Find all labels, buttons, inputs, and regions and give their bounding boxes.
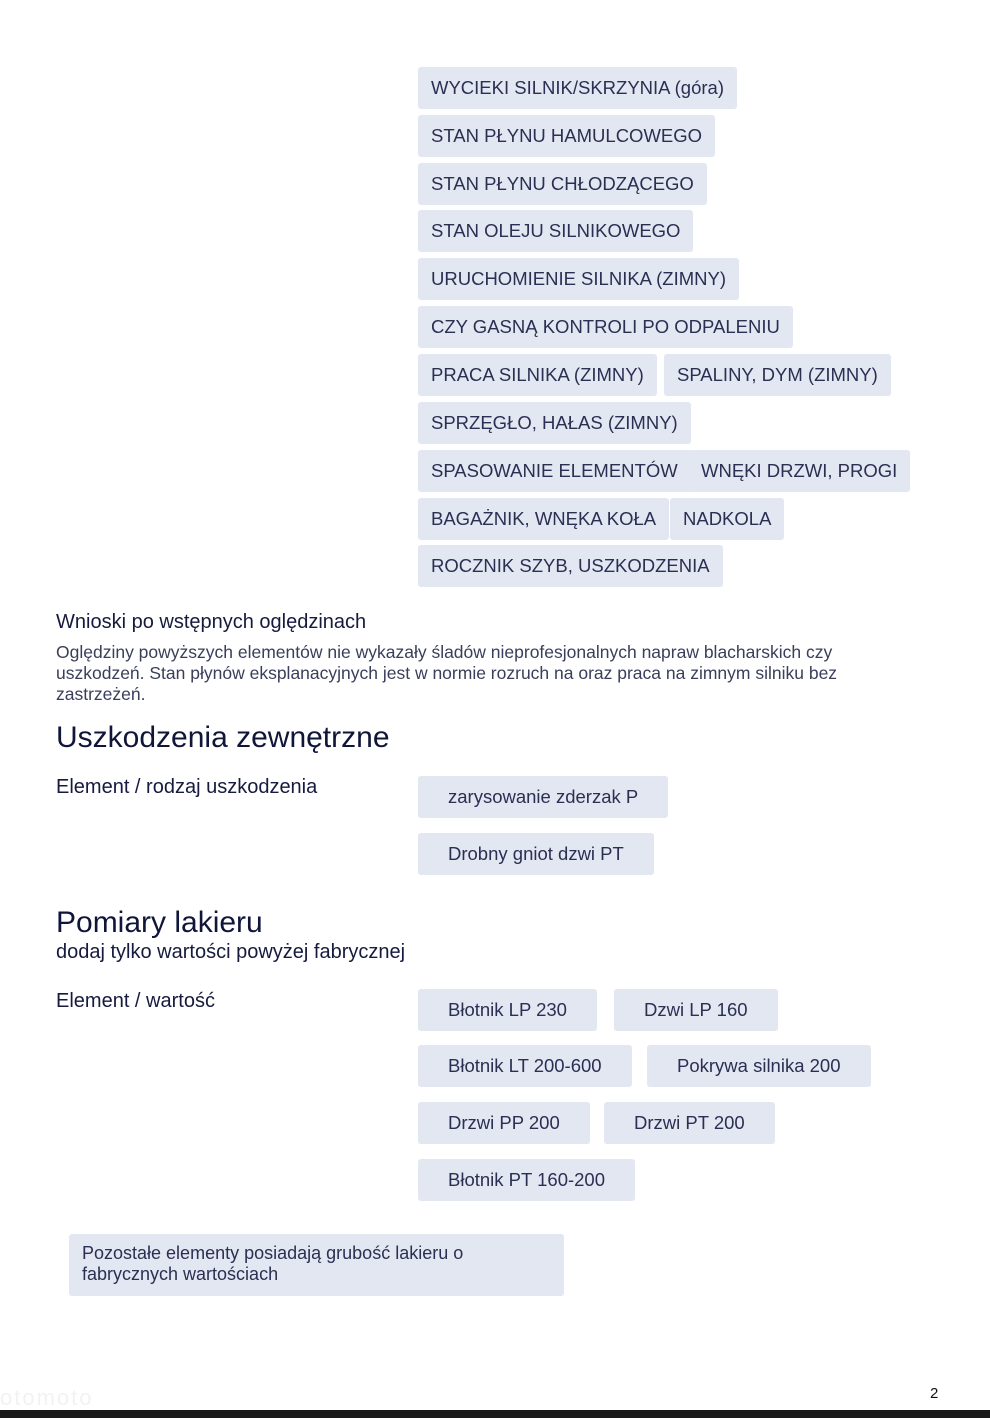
damage-item: Drobny gniot dzwi PT [418, 833, 654, 875]
checklist-item: WNĘKI DRZWI, PROGI [688, 450, 910, 492]
checklist-item: CZY GASNĄ KONTROLI PO ODPALENIU [418, 306, 793, 348]
damage-label: Element / rodzaj uszkodzenia [56, 776, 318, 798]
paint-item: Drzwi PT 200 [604, 1102, 775, 1144]
checklist-item: STAN OLEJU SILNIKOWEGO [418, 210, 693, 252]
damage-section-title: Uszkodzenia zewnętrzne [56, 721, 390, 754]
conclusions-text: Oględziny powyższych elementów nie wykazały śladów nieprofesjonalnych napraw blacharskich czy uszkodzeń. Stan płynów eksplanacyjnych jest w normie rozruch na oraz praca na zimnym silniku bez zastrzeżeń. [56, 642, 838, 704]
conclusions-title: Wnioski po wstępnych oględzinach [56, 611, 367, 633]
checklist-item: STAN PŁYNU CHŁODZĄCEGO [418, 163, 707, 205]
paint-item: Dzwi LP 160 [614, 989, 778, 1031]
checklist-item: NADKOLA [670, 498, 784, 540]
bottom-divider [0, 1410, 990, 1418]
checklist-item: PRACA SILNIKA (ZIMNY) [418, 354, 657, 396]
paint-item: Drzwi PP 200 [418, 1102, 590, 1144]
page-number: 2 [930, 1385, 939, 1402]
paint-item: Błotnik LP 230 [418, 989, 597, 1031]
checklist-item: URUCHOMIENIE SILNIKA (ZIMNY) [418, 258, 739, 300]
checklist-item: WYCIEKI SILNIK/SKRZYNIA (góra) [418, 67, 737, 109]
paint-section-title: Pomiary lakieru [56, 906, 263, 939]
paint-note: Pozostałe elementy posiadają grubość lakieru o fabrycznych wartościach [69, 1234, 564, 1296]
paint-item: Błotnik PT 160-200 [418, 1159, 635, 1201]
paint-item: Pokrywa silnika 200 [647, 1045, 871, 1087]
checklist-item: ROCZNIK SZYB, USZKODZENIA [418, 545, 723, 587]
damage-item: zarysowanie zderzak P [418, 776, 668, 818]
paint-subtitle: dodaj tylko wartości powyżej fabrycznej [56, 941, 406, 963]
paint-label: Element / wartość [56, 990, 215, 1012]
checklist-item: SPASOWANIE ELEMENTÓW [418, 450, 691, 492]
paint-item: Błotnik LT 200-600 [418, 1045, 632, 1087]
checklist-item: SPALINY, DYM (ZIMNY) [664, 354, 891, 396]
checklist-item: BAGAŻNIK, WNĘKA KOŁA [418, 498, 669, 540]
checklist-item: STAN PŁYNU HAMULCOWEGO [418, 115, 715, 157]
watermark-logo: otomoto [0, 1385, 94, 1410]
checklist-item: SPRZĘGŁO, HAŁAS (ZIMNY) [418, 402, 691, 444]
